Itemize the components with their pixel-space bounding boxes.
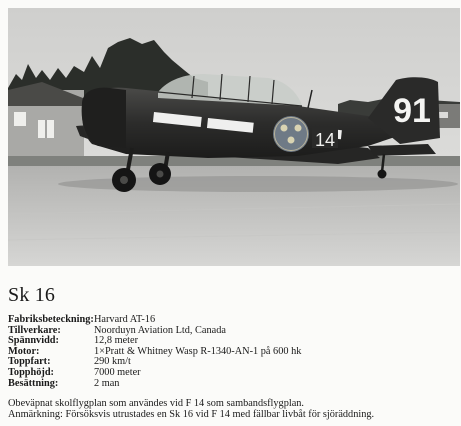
spec-value: 12,8 meter xyxy=(94,335,139,347)
spec-row-ceiling xyxy=(8,368,458,379)
spec-value: 7000 meter xyxy=(94,366,141,378)
svg-text:14: 14 xyxy=(314,130,336,150)
spec-value: Harvard AT-16 xyxy=(94,314,156,325)
spec-label: Motor: xyxy=(8,345,40,357)
spec-value: 2 man xyxy=(94,377,120,389)
spec-row-engine xyxy=(8,347,458,358)
spec-row-crew xyxy=(8,379,458,390)
spec-label: Tillverkare: xyxy=(8,324,61,336)
spec-row-manufacturer-designation xyxy=(8,315,458,326)
spec-label: Spännvidd: xyxy=(8,335,59,347)
remark-note: Anmärkning: Försöksvis utrustades en Sk 16 vid F 14 med fällbar livbåt för sjöräddning. xyxy=(8,409,375,420)
aircraft-designation-title: Sk 16 xyxy=(8,284,56,306)
spec-label: Toppfart: xyxy=(8,356,51,368)
spec-label: Topphöjd: xyxy=(8,366,54,378)
spec-row-manufacturer xyxy=(8,326,458,337)
spec-label: Besättning: xyxy=(8,377,59,389)
usage-note: Obeväpnat skolflygplan som användes vid F 14 som sambandsflygplan. xyxy=(8,398,304,409)
aircraft-photo xyxy=(8,8,460,266)
spec-label: Fabriksbeteckning: xyxy=(8,314,94,325)
spec-value: 290 km/t xyxy=(94,356,131,368)
spec-row-top-speed xyxy=(8,357,458,368)
spec-value: 1×Pratt & Whitney Wasp R-1340-AN-1 på 600 hk xyxy=(94,345,302,357)
spec-value: Noorduyn Aviation Ltd, Canada xyxy=(94,324,226,336)
specifications-table xyxy=(8,315,458,389)
svg-text:91: 91 xyxy=(393,92,431,130)
